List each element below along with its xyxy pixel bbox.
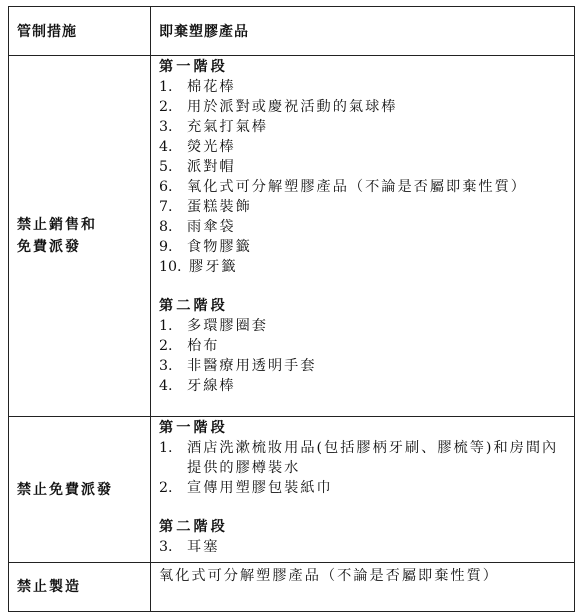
header-measures: 管制措施 <box>9 7 151 56</box>
list-item <box>159 197 566 217</box>
list-item <box>159 157 566 177</box>
list-item <box>159 336 566 356</box>
list-item <box>159 257 566 277</box>
item-number: 2. <box>159 480 173 496</box>
item-number: 1. <box>159 79 173 95</box>
table-header-row <box>9 7 575 56</box>
item-number: 3. <box>159 539 173 555</box>
list-item <box>159 537 566 557</box>
phase-title: 第二階段 <box>159 519 228 535</box>
measure-cell-sale-and-free-distribution <box>9 56 151 417</box>
item-text: 雨傘袋 <box>187 219 236 235</box>
list-item <box>159 77 566 97</box>
table-row <box>9 417 575 563</box>
item-text: 多環膠圈套 <box>187 318 268 334</box>
list-item <box>159 478 566 498</box>
item-text: 非醫療用透明手套 <box>187 358 317 374</box>
item-text: 膠牙籤 <box>189 259 238 275</box>
item-text: 用於派對或慶祝活動的氣球棒 <box>187 99 398 115</box>
item-text: 酒店洗漱梳妝用品(包括膠柄牙刷、膠梳等)和房間內提供的膠樽裝水 <box>187 440 559 476</box>
item-number: 7. <box>159 199 173 215</box>
item-text: 牙線棒 <box>187 378 236 394</box>
products-cell <box>151 563 575 612</box>
item-number: 6. <box>159 179 173 195</box>
list-item <box>159 97 566 117</box>
item-number: 4. <box>159 378 173 394</box>
item-text: 枱布 <box>187 338 220 354</box>
list-item <box>159 316 566 336</box>
list-item <box>159 117 566 137</box>
item-number: 2. <box>159 338 173 354</box>
item-number: 1. <box>159 318 173 334</box>
item-number: 8. <box>159 219 173 235</box>
item-text: 蛋糕裝飾 <box>187 199 252 215</box>
item-text: 棉花棒 <box>187 79 236 95</box>
item-text: 宣傳用塑膠包裝紙巾 <box>187 480 333 496</box>
item-text: 耳塞 <box>187 539 220 555</box>
measure-cell-free-distribution: 禁止免費派發 <box>9 417 151 563</box>
item-number: 2. <box>159 99 173 115</box>
list-item <box>159 438 566 478</box>
phase-title: 第一階段 <box>159 420 228 436</box>
item-number: 5. <box>159 159 173 175</box>
item-number: 4. <box>159 139 173 155</box>
measure-cell-manufacture: 禁止製造 <box>9 563 151 612</box>
header-products: 即棄塑膠產品 <box>151 7 575 56</box>
spacer <box>159 277 566 297</box>
products-cell <box>151 56 575 417</box>
list-item <box>159 137 566 157</box>
item-text: 氧化式可分解塑膠產品（不論是否屬即棄性質） <box>187 179 527 195</box>
regulation-table <box>8 6 575 612</box>
item-text: 熒光棒 <box>187 139 236 155</box>
list-item <box>159 217 566 237</box>
item-text: 充氣打氣棒 <box>187 119 268 135</box>
table-row <box>9 56 575 417</box>
list-item <box>159 376 566 396</box>
list-item <box>159 356 566 376</box>
item-number: 10. <box>159 259 182 275</box>
list-item <box>159 177 566 197</box>
products-cell <box>151 417 575 563</box>
product-text: 氧化式可分解塑膠產品（不論是否屬即棄性質） <box>159 568 499 584</box>
phase-title: 第一階段 <box>159 59 228 75</box>
measure-line-2: 免費派發 <box>17 239 81 255</box>
item-number: 3. <box>159 358 173 374</box>
table-row <box>9 563 575 612</box>
phase-title: 第二階段 <box>159 298 228 314</box>
item-text: 食物膠籤 <box>187 239 252 255</box>
spacer <box>159 498 566 518</box>
list-item <box>159 237 566 257</box>
item-number: 9. <box>159 239 173 255</box>
item-number: 3. <box>159 119 173 135</box>
measure-line-1: 禁止銷售和 <box>17 217 97 233</box>
item-text: 派對帽 <box>187 159 236 175</box>
item-number: 1. <box>159 440 173 456</box>
